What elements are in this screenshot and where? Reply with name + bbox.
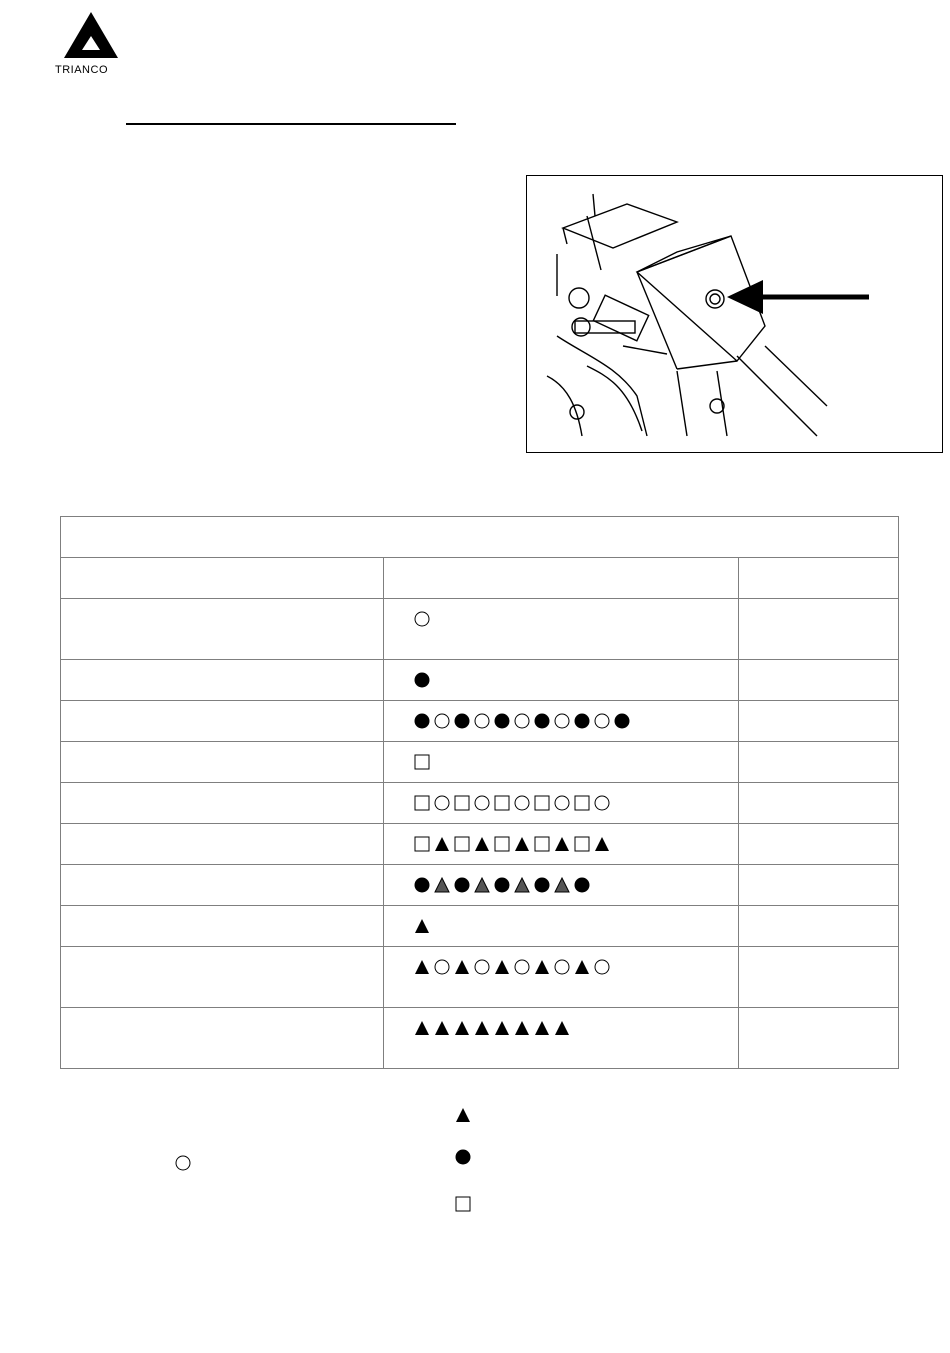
open-square-icon xyxy=(454,795,470,811)
row-led-sequence xyxy=(384,865,739,906)
filled-triangle-icon xyxy=(454,959,470,975)
legend-filled-circle-icon xyxy=(455,1149,471,1165)
row-led-sequence xyxy=(384,906,739,947)
open-circle-icon xyxy=(554,795,570,811)
filled-triangle-icon xyxy=(554,1020,570,1036)
open-square-icon xyxy=(414,836,430,852)
led-sequence xyxy=(384,742,738,772)
table-row xyxy=(61,865,899,906)
table-row xyxy=(61,947,899,1008)
row-note xyxy=(739,947,899,1008)
row-note xyxy=(739,783,899,824)
row-led-sequence xyxy=(384,660,739,701)
legend-open-square-icon xyxy=(455,1196,471,1212)
open-circle-icon xyxy=(514,959,530,975)
open-circle-icon xyxy=(474,713,490,729)
led-sequence xyxy=(384,947,738,977)
row-led-sequence xyxy=(384,947,739,1008)
table-header-1 xyxy=(61,558,384,599)
open-circle-icon xyxy=(434,959,450,975)
row-note xyxy=(739,742,899,783)
filled-triangle-icon xyxy=(554,836,570,852)
row-label xyxy=(61,824,384,865)
row-led-sequence xyxy=(384,701,739,742)
row-label xyxy=(61,1008,384,1069)
filled-triangle-icon xyxy=(514,836,530,852)
burner-illustration xyxy=(527,176,943,453)
filled-triangle-icon xyxy=(434,836,450,852)
fault-code-table xyxy=(60,516,899,1069)
row-note xyxy=(739,701,899,742)
led-sequence xyxy=(384,701,738,731)
row-note xyxy=(739,824,899,865)
legend-open-circle-icon xyxy=(175,1155,191,1171)
legend-filled-triangle-icon xyxy=(455,1107,471,1123)
row-label xyxy=(61,947,384,1008)
open-circle-icon xyxy=(514,713,530,729)
table-title xyxy=(61,517,899,558)
control-box-figure xyxy=(526,175,943,453)
row-label xyxy=(61,865,384,906)
row-label xyxy=(61,599,384,660)
table-row xyxy=(61,1008,899,1069)
filled-circle-icon xyxy=(494,713,510,729)
filled-triangle-icon xyxy=(474,1020,490,1036)
filled-triangle-icon xyxy=(434,1020,450,1036)
open-circle-icon xyxy=(594,713,610,729)
filled-circle-icon xyxy=(494,877,510,893)
filled-triangle-icon xyxy=(494,1020,510,1036)
open-circle-icon xyxy=(434,795,450,811)
grey-triangle-icon xyxy=(474,877,490,893)
grey-triangle-icon xyxy=(434,877,450,893)
open-square-icon xyxy=(534,836,550,852)
filled-circle-icon xyxy=(414,713,430,729)
table-row xyxy=(61,783,899,824)
open-square-icon xyxy=(534,795,550,811)
row-led-sequence xyxy=(384,742,739,783)
filled-circle-icon xyxy=(534,877,550,893)
led-sequence xyxy=(384,865,738,895)
table-header-2 xyxy=(384,558,739,599)
table-row xyxy=(61,599,899,660)
row-note xyxy=(739,1008,899,1069)
led-sequence xyxy=(384,1008,738,1038)
filled-circle-icon xyxy=(414,877,430,893)
filled-circle-icon xyxy=(574,713,590,729)
open-square-icon xyxy=(494,795,510,811)
heading-underline xyxy=(126,123,456,125)
filled-triangle-icon xyxy=(414,918,430,934)
row-label xyxy=(61,660,384,701)
row-led-sequence xyxy=(384,599,739,660)
grey-triangle-icon xyxy=(514,877,530,893)
table-row xyxy=(61,742,899,783)
open-square-icon xyxy=(414,795,430,811)
filled-triangle-icon xyxy=(534,1020,550,1036)
row-led-sequence xyxy=(384,783,739,824)
filled-triangle-icon xyxy=(514,1020,530,1036)
led-sequence xyxy=(384,906,738,936)
open-square-icon xyxy=(494,836,510,852)
open-square-icon xyxy=(414,754,430,770)
grey-triangle-icon xyxy=(554,877,570,893)
filled-circle-icon xyxy=(454,877,470,893)
filled-triangle-icon xyxy=(454,1020,470,1036)
table-row xyxy=(61,906,899,947)
filled-circle-icon xyxy=(454,713,470,729)
row-note xyxy=(739,660,899,701)
table-row xyxy=(61,824,899,865)
table-header-3 xyxy=(739,558,899,599)
open-circle-icon xyxy=(594,959,610,975)
row-label xyxy=(61,783,384,824)
table-row xyxy=(61,660,899,701)
open-circle-icon xyxy=(594,795,610,811)
led-sequence xyxy=(384,783,738,813)
row-note xyxy=(739,865,899,906)
row-label xyxy=(61,742,384,783)
open-circle-icon xyxy=(554,959,570,975)
open-circle-icon xyxy=(514,795,530,811)
open-square-icon xyxy=(574,795,590,811)
filled-circle-icon xyxy=(534,713,550,729)
filled-triangle-icon xyxy=(574,959,590,975)
row-led-sequence xyxy=(384,824,739,865)
filled-circle-icon xyxy=(614,713,630,729)
row-note xyxy=(739,906,899,947)
row-note xyxy=(739,599,899,660)
filled-circle-icon xyxy=(414,672,430,688)
filled-triangle-icon xyxy=(534,959,550,975)
row-led-sequence xyxy=(384,1008,739,1069)
filled-triangle-icon xyxy=(414,959,430,975)
led-sequence xyxy=(384,824,738,854)
filled-triangle-icon xyxy=(474,836,490,852)
open-circle-icon xyxy=(414,611,430,627)
row-label xyxy=(61,701,384,742)
brand-name: TRIANCO xyxy=(55,64,108,76)
filled-triangle-icon xyxy=(594,836,610,852)
filled-triangle-icon xyxy=(414,1020,430,1036)
open-circle-icon xyxy=(474,795,490,811)
table-row xyxy=(61,701,899,742)
open-square-icon xyxy=(454,836,470,852)
open-circle-icon xyxy=(474,959,490,975)
filled-triangle-icon xyxy=(494,959,510,975)
led-sequence xyxy=(384,660,738,690)
open-circle-icon xyxy=(554,713,570,729)
open-circle-icon xyxy=(434,713,450,729)
open-square-icon xyxy=(574,836,590,852)
led-sequence xyxy=(384,599,738,629)
row-label xyxy=(61,906,384,947)
filled-circle-icon xyxy=(574,877,590,893)
